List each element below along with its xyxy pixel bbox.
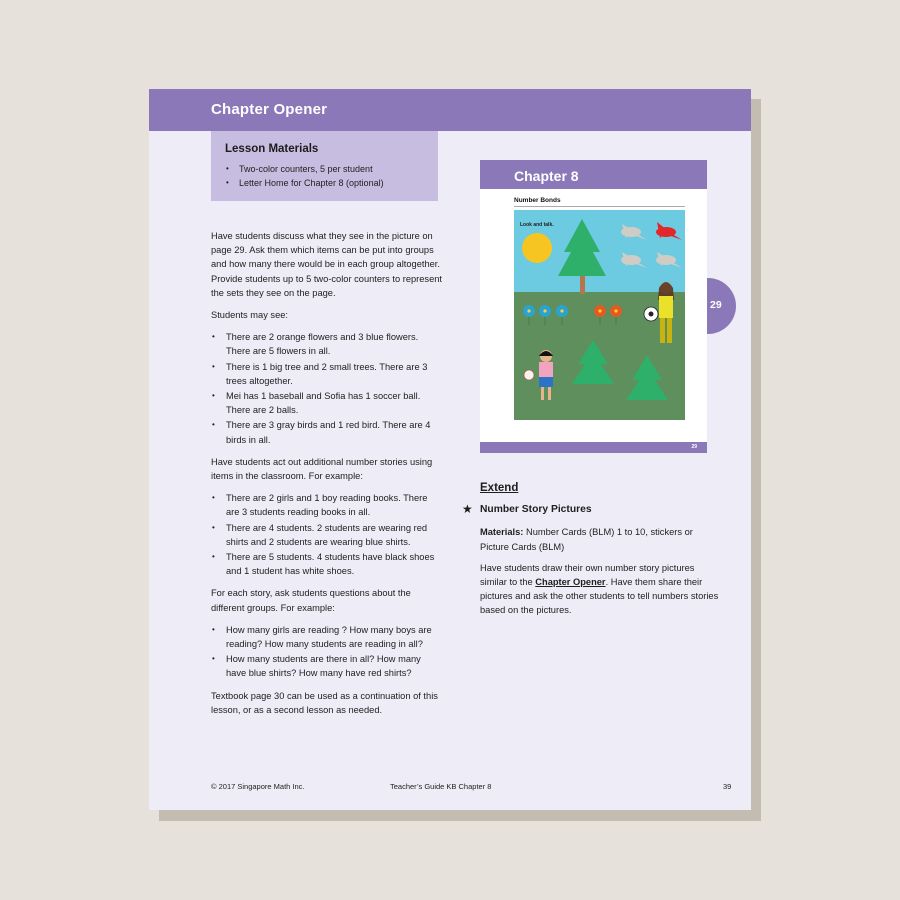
chapter-opener-header: [149, 89, 751, 131]
page-tab-29: 29: [707, 278, 736, 334]
activity-description: [480, 561, 720, 618]
act-out-paragraph: Have students act out additional number stories using items in the classroom. For example:: [211, 456, 433, 482]
chapter-illustration: [514, 210, 685, 420]
activity-title: Number Story Pictures: [480, 504, 592, 516]
list-item: • There are 2 girls and 1 boy reading books. There are 3 students reading books in all.: [211, 491, 443, 519]
activity-materials: [480, 525, 720, 553]
list-item: • There is 1 big tree and 2 small trees. There are 3 trees altogether.: [211, 360, 443, 388]
closing-paragraph: Textbook page 30 can be used as a continuation of this lesson, or as a second lesson as needed.: [211, 690, 438, 715]
list-item: • There are 2 orange flowers and 3 blue flowers. There are 5 flowers in all.: [211, 330, 443, 358]
description-text: . Have them share their pictures and ask the other students to tell numbers stories based on the pictures.: [480, 577, 719, 616]
list-item: • How many students are there in all? How many have blue shirts? How many have red shirts?: [211, 652, 443, 680]
footer-guide-title: Teacher’s Guide KB Chapter 8: [390, 782, 492, 791]
star-icon: ★: [462, 502, 473, 517]
lesson-instructions: [211, 229, 443, 725]
act-out-list: [211, 491, 443, 578]
may-see-list: [211, 330, 443, 447]
chapter-page-thumbnail: [480, 160, 707, 453]
list-item: • There are 4 students. 2 students are wearing red shirts and 2 students are wearing blue shirts.: [211, 521, 443, 549]
questions-intro: For each story, ask students questions about the different groups. For example:: [211, 588, 411, 613]
list-item: • Mei has 1 baseball and Sofia has 1 soccer ball. There are 2 balls.: [211, 389, 443, 417]
chapter-title: Chapter 8: [480, 160, 707, 189]
footer-page-number: 39: [723, 782, 732, 791]
page-title: Chapter Opener: [211, 101, 328, 118]
extend-title: Extend: [480, 482, 519, 494]
intro-paragraph: Have students discuss what they see in the picture on page 29. Ask them which items can be put into groups and how many there would be in each group altogether. Provide students up to 5 two-color counters to represent the sets they see on the page.: [211, 231, 442, 298]
lesson-materials-box: [211, 131, 438, 201]
list-item: • There are 5 students. 4 students have black shoes and 1 student has white shoes.: [211, 550, 443, 578]
textbook-page: [149, 89, 751, 810]
footer-copyright: © 2017 Singapore Math Inc.: [211, 782, 305, 791]
chapter-opener-link[interactable]: Chapter Opener: [535, 577, 606, 588]
materials-text: Number Cards (BLM) 1 to 10, stickers or Picture Cards (BLM): [480, 527, 693, 552]
look-and-talk-prompt: Look and talk.: [520, 222, 554, 228]
questions-list: [211, 623, 443, 681]
chapter-subtitle: Number Bonds: [514, 197, 685, 207]
chapter-thumbnail-footer: 29: [480, 442, 707, 453]
extend-section: [462, 481, 720, 625]
material-item: • Two-color counters, 5 per student: [225, 162, 424, 176]
lesson-materials-title: Lesson Materials: [225, 143, 319, 155]
activity-heading: [462, 502, 720, 517]
list-item: • How many girls are reading ? How many boys are reading? How many students are reading in all?: [211, 623, 443, 651]
material-item: • Letter Home for Chapter 8 (optional): [225, 176, 424, 190]
materials-label: Materials:: [480, 527, 524, 538]
list-item: • There are 3 gray birds and 1 red bird. There are 4 birds in all.: [211, 418, 443, 446]
may-see-label: Students may see:: [211, 310, 288, 321]
description-text: Have students draw their own number story pictures similar to the: [480, 562, 695, 588]
lesson-materials-list: [225, 162, 424, 190]
